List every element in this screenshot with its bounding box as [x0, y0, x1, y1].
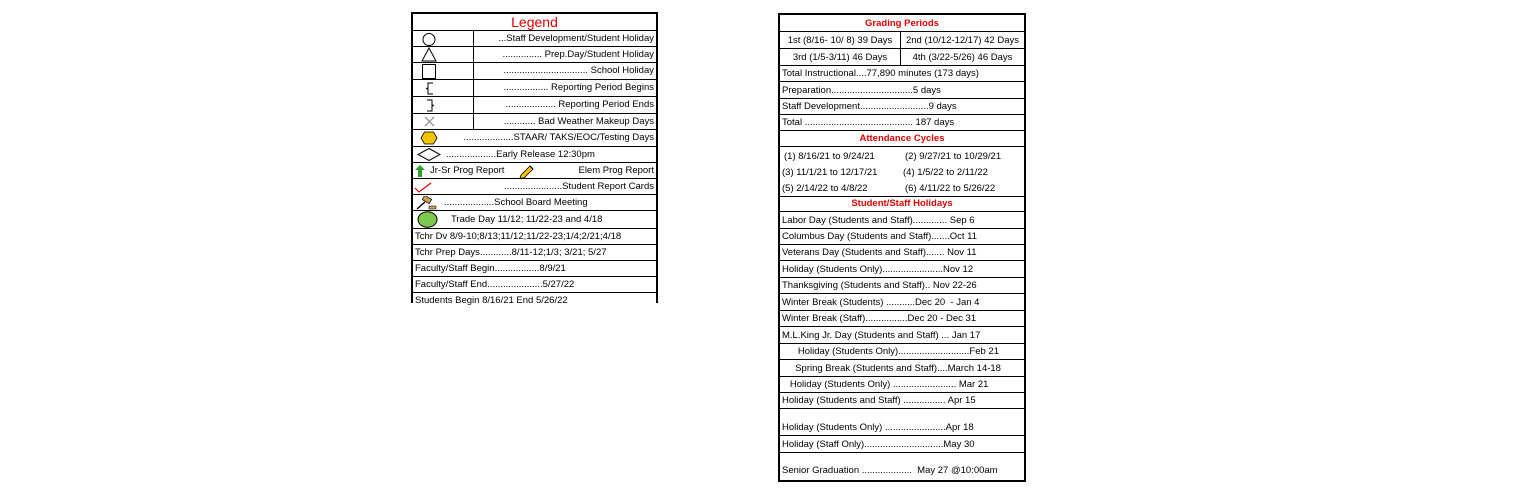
holidays-title: Student/Staff Holidays [780, 196, 1024, 212]
arrow-icon [415, 165, 425, 177]
grading-period-cell: 1st (8/16- 10/ 8) 39 Days [780, 32, 901, 48]
legend-item [413, 211, 656, 229]
holiday-row: Veterans Day (Students and Staff)....... Nov 11 [780, 245, 1024, 261]
legend-item-label: ............ Bad Weather Makeup Days [503, 115, 654, 127]
grading-total-row: Total ......................................... 187 days [780, 115, 1024, 131]
holiday-row: Holiday (Students Only) ........................ Mar 21 [780, 377, 1024, 393]
legend-note: Tchr Dv 8/9-10;8/13;11/12;11/22-23;1/4;2/21;4/18 [413, 229, 656, 245]
legend-item-label: ...................Early Release 12:30pm [446, 148, 595, 160]
legend-note: Faculty/Staff Begin.................8/9/21 [413, 261, 656, 277]
calendar-info-panel [778, 13, 1026, 482]
grading-total-row: Staff Development..........................9 days [780, 99, 1024, 115]
attendance-cycle: (3) 11/1/21 to 12/17/21 [782, 167, 878, 178]
hexagon-icon [420, 131, 438, 145]
legend-item [413, 195, 656, 211]
holiday-row: Columbus Day (Students and Staff).......Oct 11 [780, 229, 1024, 245]
attendance-cycles [780, 147, 1024, 197]
holiday-row: Winter Break (Students) ...........Dec 20 - Jan 4 [780, 294, 1024, 311]
legend-item [413, 114, 656, 130]
x-mark-icon [424, 116, 435, 127]
legend-item-label: ...................School Board Meeting [444, 196, 588, 208]
grading-periods-title: Grading Periods [780, 15, 1024, 32]
attendance-cycle: (5) 2/14/22 to 4/8/22 [782, 183, 868, 194]
legend-note: Faculty/Staff End.....................5/27/22 [413, 277, 656, 293]
checkmark-icon [414, 182, 432, 193]
legend-item [413, 147, 656, 163]
grading-period-cell: 2nd (10/12-12/17) 42 Days [905, 34, 1020, 46]
grading-total-row: Total Instructional....77,890 minutes (173 days) [780, 66, 1024, 82]
grading-period-cell: 3rd (1/5-3/11) 46 Days [780, 49, 901, 65]
grading-period-cell: 4th (3/22-5/26) 46 Days [912, 51, 1013, 63]
circle-icon [422, 33, 436, 46]
holiday-row: M.L.King Jr. Day (Students and Staff) ... Jan 17 [780, 327, 1024, 344]
square-icon [422, 64, 436, 79]
legend-item-label: ...................STAAR/ TAKS/EOC/Testing Days [463, 132, 654, 144]
legend-item-label: ...Staff Development/Student Holiday [498, 32, 654, 44]
legend-item-label: Jr-Sr Prog Report [430, 164, 505, 176]
gavel-icon [415, 196, 437, 210]
green-circle-icon [417, 211, 438, 228]
legend-item-label: ............... Prep.Day/Student Holiday [502, 48, 654, 60]
holiday-row: Spring Break (Students and Staff)....March 14-18 [780, 360, 1024, 377]
holiday-row: Holiday (Students Only).......................Nov 12 [780, 261, 1024, 278]
holiday-row: Senior Graduation ................... May 27 @10:00am [782, 465, 998, 476]
holiday-row: Holiday (Students and Staff) ................ Apr 15 [780, 393, 1024, 409]
legend-item [413, 80, 656, 97]
attendance-cycle: (6) 4/11/22 to 5/26/22 [905, 183, 996, 194]
legend-item [413, 97, 656, 114]
attendance-cycle: (2) 9/27/21 to 10/29/21 [905, 151, 1002, 162]
holiday-row: Labor Day (Students and Staff)............. Sep 6 [780, 212, 1024, 229]
bracket-close-icon [426, 99, 434, 112]
attendance-cycle: (1) 8/16/21 to 9/24/21 [784, 151, 875, 162]
triangle-icon [421, 47, 437, 62]
legend-item-label: ................................ School Holiday [503, 65, 654, 77]
legend-item [413, 163, 656, 179]
holiday-row: Holiday (Students Only) .......................Apr 18 [780, 409, 1024, 436]
legend-item-label: ................. Reporting Period Begins [503, 82, 654, 94]
grading-period-row [780, 32, 1024, 49]
legend-item [413, 179, 656, 195]
legend-note: Students Begin 8/16/21 End 5/26/22 [415, 294, 568, 305]
legend-title: Legend [413, 14, 656, 31]
legend-item [413, 47, 656, 63]
grading-period-row [780, 49, 1024, 66]
legend-item [413, 31, 656, 47]
diamond-icon [417, 148, 441, 161]
legend-item [413, 130, 656, 147]
legend-item-label: Trade Day 11/12; 11/22-23 and 4/18 [451, 213, 603, 225]
holiday-row: Holiday (Students Only)...........................Feb 21 [780, 344, 1024, 360]
attendance-cycles-title: Attendance Cycles [780, 131, 1024, 147]
legend-item-label: ................... Reporting Period Ends [505, 99, 654, 111]
legend-panel [411, 12, 658, 303]
attendance-cycle: (4) 1/5/22 to 2/11/22 [903, 167, 988, 178]
pencil-icon [519, 164, 535, 178]
legend-item-label: ......................Student Report Cards [504, 180, 654, 192]
holiday-row: Winter Break (Staff)................Dec 20 - Dec 31 [780, 311, 1024, 327]
grading-total-row: Preparation...............................5 days [780, 82, 1024, 99]
holiday-row: Thanksgiving (Students and Staff).. Nov 22-26 [780, 278, 1024, 294]
legend-item [413, 63, 656, 80]
holiday-row: Holiday (Staff Only)..............................May 30 [780, 436, 1024, 453]
legend-item-label: Elem Prog Report [578, 164, 654, 176]
bracket-open-icon [426, 82, 434, 95]
legend-note: Tchr Prep Days............8/11-12;1/3; 3/21; 5/27 [413, 245, 656, 261]
